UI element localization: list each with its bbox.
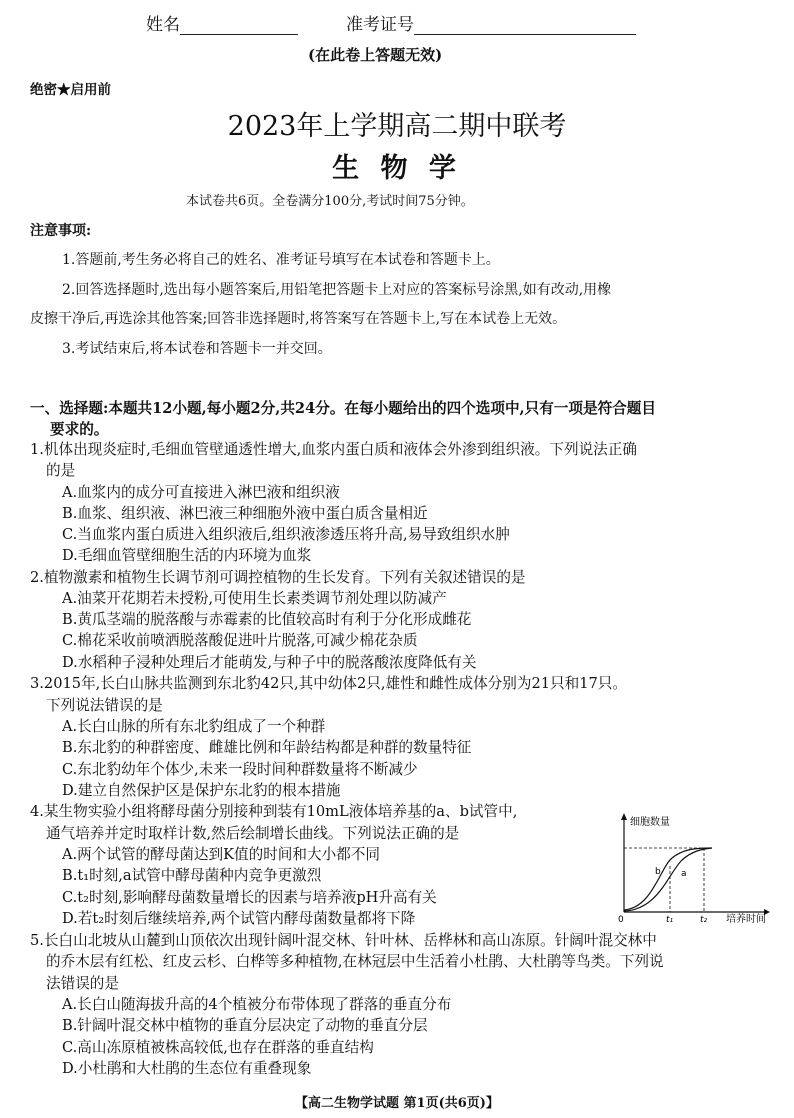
question-stem: 4.某生物实验小组将酵母菌分别接种到装有10mL液体培养基的a、b试管中, (30, 803, 518, 820)
option-c[interactable]: C.当血浆内蛋白质进入组织液后,组织液渗透压将升高,易导致组织水肿 (62, 526, 510, 543)
y-axis-label: 细胞数量 (630, 817, 670, 828)
t2-label: t₂ (700, 915, 708, 924)
option-c[interactable]: C.高山冻原植被株高较低,也存在群落的垂直结构 (62, 1039, 374, 1056)
note-item: 3.考试结束后,将本试卷和答题卡一并交回。 (62, 341, 332, 357)
x-axis-label: 培养时间 (726, 914, 766, 924)
question-stem: 3.2015年,长白山脉共监测到东北豹42只,其中幼体2只,雄性和雌性成体分别为21只和17只。 (30, 675, 627, 692)
curve-b-label: b (655, 867, 661, 877)
question-stem-cont: 的是 (46, 462, 76, 479)
option-b[interactable]: B.针阔叶混交林中植物的垂直分层决定了动物的垂直分层 (62, 1017, 428, 1034)
name-field[interactable] (146, 10, 298, 35)
option-c[interactable]: C.棉花采收前喷洒脱落酸促进叶片脱落,可减少棉花杂质 (62, 632, 418, 649)
y-axis-arrow (621, 813, 627, 820)
option-c[interactable]: C.东北豹幼年个体少,未来一段时间种群数量将不断减少 (62, 761, 418, 778)
question-stem-cont: 法错误的是 (46, 975, 119, 992)
notes-heading: 注意事项: (30, 223, 92, 239)
subject-title: 生 物 学 (332, 153, 462, 184)
exam-info: 本试卷共6页。全卷满分100分,考试时间75分钟。 (186, 194, 474, 209)
invalid-note: (在此卷上答题无效) (308, 46, 443, 64)
question-stem: 5.长白山北坡从山麓到山顶依次出现针阔叶混交林、针叶林、岳桦林和高山冻原。针阔叶混交林中 (30, 932, 657, 949)
question-stem: 2.植物激素和植物生长调节剂可调控植物的生长发育。下列有关叙述错误的是 (30, 569, 526, 586)
curve-a-label: a (681, 869, 687, 879)
option-a[interactable]: A.血浆内的成分可直接进入淋巴液和组织液 (62, 484, 340, 501)
option-a[interactable]: A.长白山随海拔升高的4个植被分布带体现了群落的垂直分布 (62, 996, 452, 1013)
secret-mark: 绝密★启用前 (30, 82, 111, 98)
note-item: 2.回答选择题时,选出每小题答案后,用铅笔把答题卡上对应的答案标号涂黑,如有改动,用橡 (62, 282, 612, 298)
note-item: 皮擦干净后,再选涂其他答案;回答非选择题时,将答案写在答题卡上,写在本试卷上无效。 (30, 311, 567, 327)
option-a[interactable]: A.两个试管的酵母菌达到K值的时间和大小都不同 (62, 846, 380, 863)
option-c[interactable]: C.t₂时刻,影响酵母菌数量增长的因素与培养液pH升高有关 (62, 889, 437, 906)
exam-id-blank[interactable] (414, 16, 636, 35)
option-d[interactable]: D.毛细血管壁细胞生活的内环境为血浆 (62, 547, 312, 564)
exam-id-field[interactable] (346, 10, 636, 35)
section-heading-cont: 要求的。 (50, 421, 109, 438)
t1-label: t₁ (666, 915, 674, 924)
question-stem-cont: 下列说法错误的是 (46, 697, 163, 714)
option-a[interactable]: A.油菜开花期若未授粉,可使用生长素类调节剂处理以防减产 (62, 590, 447, 607)
option-b[interactable]: B.东北豹的种群密度、雌雄比例和年龄结构都是种群的数量特征 (62, 739, 472, 756)
question-stem: 1.机体出现炎症时,毛细血管壁通透性增大,血浆内蛋白质和液体会外渗到组织液。下列说法正确 (30, 441, 637, 458)
name-blank[interactable] (180, 16, 298, 35)
note-item: 1.答题前,考生务必将自己的姓名、准考证号填写在本试卷和答题卡上。 (62, 252, 500, 268)
page-footer: 【高二生物学试题 第1页(共6页)】 (295, 1096, 499, 1111)
exam-title: 2023年上学期高二期中联考 (227, 111, 567, 142)
option-b[interactable]: B.黄瓜茎端的脱落酸与赤霉素的比值较高时有利于分化形成雌花 (62, 611, 472, 628)
option-d[interactable]: D.小杜鹃和大杜鹃的生态位有重叠现象 (62, 1060, 312, 1077)
exam-id-label: 准考证号 (346, 15, 414, 35)
option-b[interactable]: B.t₁时刻,a试管中酵母菌种内竞争更激烈 (62, 867, 322, 884)
option-d[interactable]: D.若t₂时刻后继续培养,两个试管内酵母菌数量都将下降 (62, 910, 416, 927)
growth-curve-figure (612, 808, 772, 924)
question-stem-cont: 通气培养并定时取样计数,然后绘制增长曲线。下列说法正确的是 (46, 825, 460, 842)
option-d[interactable]: D.建立自然保护区是保护东北豹的根本措施 (62, 782, 341, 799)
section-heading: 一、选择题:本题共12小题,每小题2分,共24分。在每小题给出的四个选项中,只有一项是符合题目 (30, 400, 656, 417)
curve-a (624, 848, 712, 911)
origin-label: 0 (618, 915, 624, 924)
question-stem-cont: 的乔木层有红松、红皮云杉、白桦等多种植物,在林冠层中生活着小杜鹃、大杜鹃等鸟类。下列说 (46, 953, 664, 970)
option-d[interactable]: D.水稻种子浸种处理后才能萌发,与种子中的脱落酸浓度降低有关 (62, 654, 477, 671)
option-a[interactable]: A.长白山脉的所有东北豹组成了一个种群 (62, 718, 326, 735)
name-label: 姓名 (146, 15, 180, 35)
option-b[interactable]: B.血浆、组织液、淋巴液三种细胞外液中蛋白质含量相近 (62, 505, 428, 522)
